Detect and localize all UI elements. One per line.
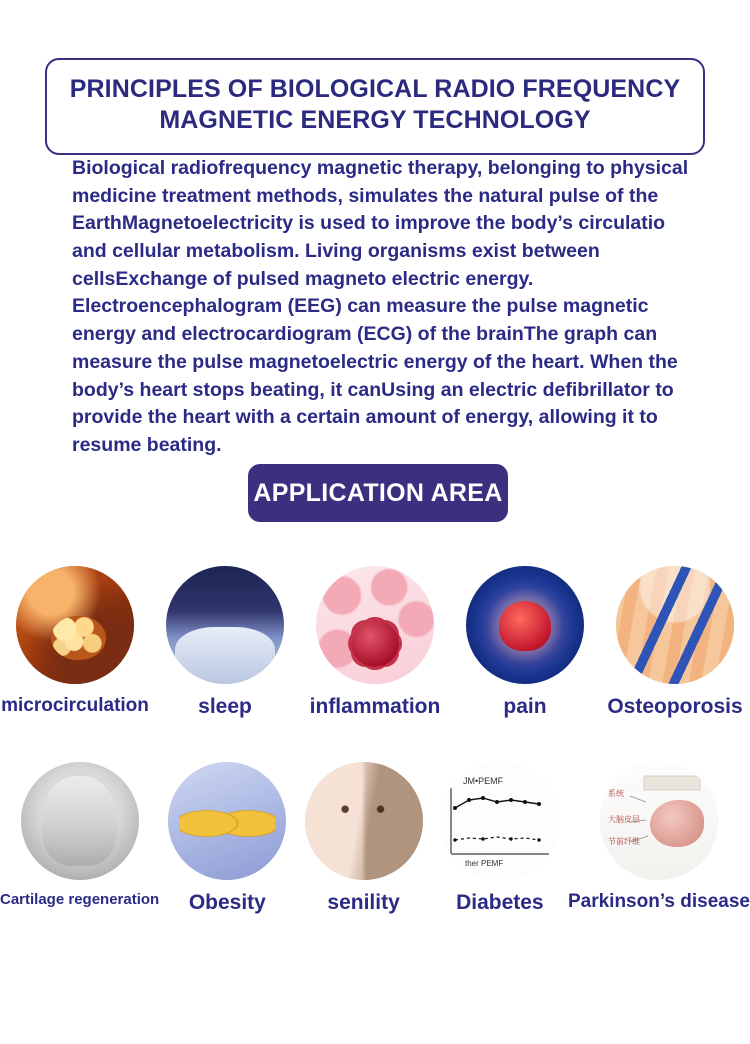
application-item: [568, 762, 750, 915]
application-item: [0, 762, 159, 915]
cartilage-icon: [21, 762, 139, 880]
application-caption: pain: [503, 695, 547, 718]
parkinson-label-2: 大脑皮层: [607, 815, 640, 824]
svg-text:ther PEMF: ther PEMF: [464, 859, 504, 868]
parkinsons-brain-icon: [600, 762, 718, 880]
application-grid-row-2: [0, 762, 750, 915]
application-item: [0, 566, 150, 719]
application-caption: Diabetes: [456, 891, 544, 914]
application-item: [600, 566, 750, 719]
osteoporosis-icon: [616, 566, 734, 684]
obesity-icon: [168, 762, 286, 880]
application-caption: Cartilage regeneration: [0, 891, 160, 908]
application-caption: Parkinson’s disease: [567, 891, 750, 912]
sleep-icon: [166, 566, 284, 684]
body-paragraph: Biological radiofrequency magnetic therapy, belonging to physical medicine treatment methods, simulates the natural pulse of the EarthMagnetoelectricity is used to improve the body’s circulatio and cellular metabolism. Living organisms exist between cellsExchange of pulsed magneto electric energy. Electroencephalogram (EEG) can measure the pulse magnetic energy and electrocardiogram (ECG) of the brainThe graph can measure the pulse magnetoelectric energy of the heart. When the body’s heart stops beating, it canUsing an electric defibrillator to provide the heart with a certain amount of energy, allowing it to resume beating.: [72, 157, 689, 456]
application-caption: Obesity: [188, 891, 266, 914]
parkinson-label-3: 节前纤维: [607, 837, 640, 846]
application-area-banner: [248, 464, 508, 522]
senility-icon: [305, 762, 423, 880]
application-grid-row-1: [0, 566, 750, 719]
application-item: [450, 566, 600, 719]
application-caption: sleep: [198, 695, 252, 718]
page-title-line-1: PRINCIPLES OF BIOLOGICAL RADIO FREQUENCY: [69, 75, 681, 103]
application-item: [432, 762, 568, 915]
application-caption: inflammation: [309, 695, 441, 718]
pain-icon: [466, 566, 584, 684]
application-caption: Osteoporosis: [607, 695, 743, 718]
inflammation-icon: [316, 566, 434, 684]
application-area-label: APPLICATION AREA: [253, 478, 503, 507]
diabetes-chart-icon: [441, 762, 559, 880]
application-item: [300, 566, 450, 719]
application-item: [295, 762, 431, 915]
application-item: [159, 762, 295, 915]
application-caption: senility: [327, 891, 400, 914]
application-caption: microcirculation: [1, 695, 149, 716]
page-title-line-2: MAGNETIC ENERGY TECHNOLOGY: [159, 106, 591, 135]
parkinson-label-1: 系统: [607, 789, 624, 798]
microcirculation-icon: [16, 566, 134, 684]
page-title-box: [45, 58, 705, 155]
application-item: [150, 566, 300, 719]
svg-text:JM•PEMF: JM•PEMF: [462, 776, 503, 786]
